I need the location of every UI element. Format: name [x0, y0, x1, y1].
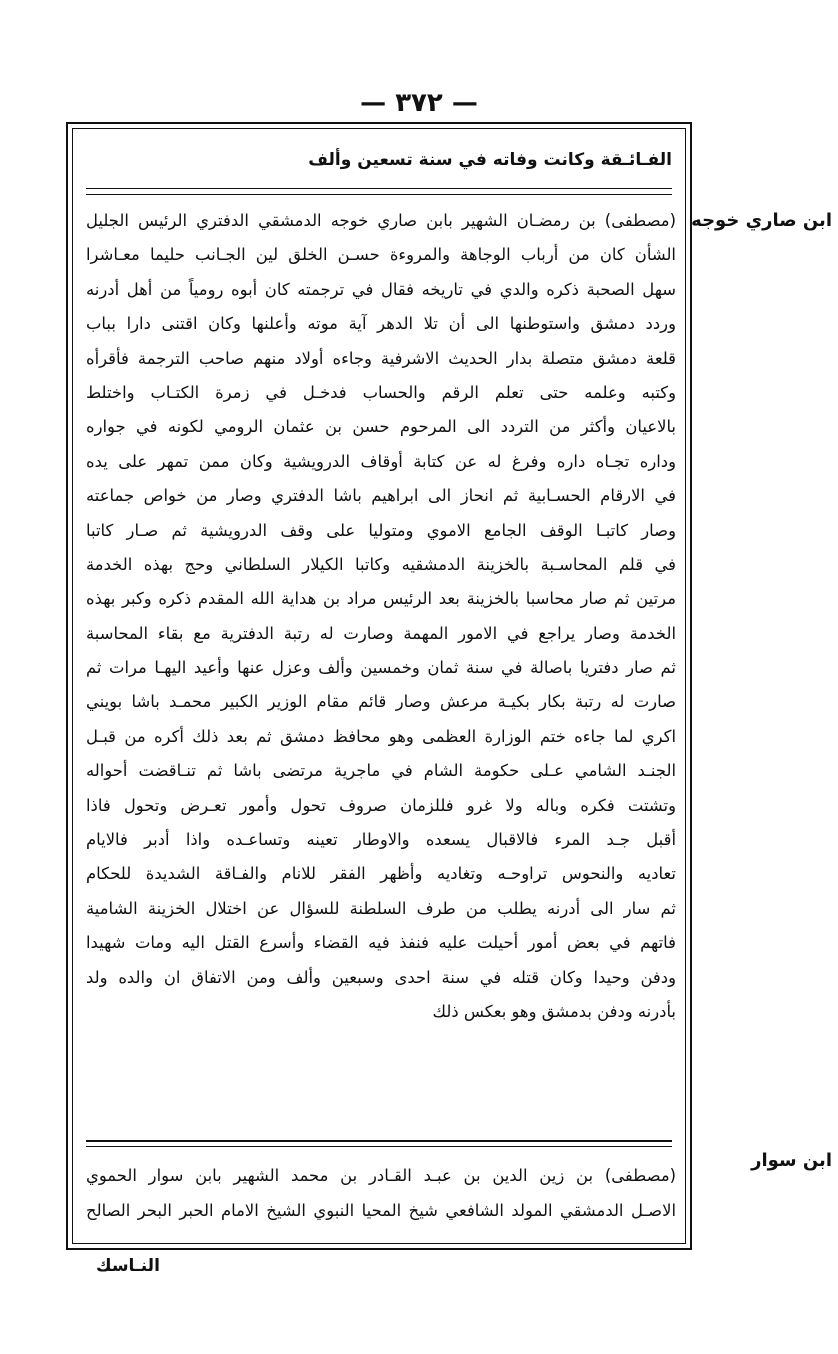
text-line: وردد دمشق واستوطنها الى أن تلا الدهر آية موته وأعلنها وكان اقتنى دارا بباب [86, 314, 676, 334]
text-line: صارت له رتبة بكار بكيـة مرعش وصار قائم مقام الوزير الكبير محمـد باشا بويني [86, 692, 676, 712]
divider-rule [86, 188, 672, 189]
text-line: في الارقام الحسـابية ثم انحاز الى ابراهيم باشا الدفتري وصار من خواص جماعته [86, 486, 676, 506]
text-line: أقبل جـد المرء فالاقبال يسعده والاوطار تعينه وتساعـده واذا أدبر فالايام [86, 830, 676, 850]
divider-rule [86, 1146, 672, 1147]
page-number: — ٣٧٢ — [360, 88, 478, 118]
text-line: وتشتت فكره وباله ولا غرو فللزمان صروف تحول وأمور تعـرض وتحول فاذا [86, 795, 676, 815]
text-line: بالاعيان وأكثر من التردد الى المرحوم حسن بن عثمان الرومي لكونه في جواره [86, 417, 676, 437]
text-line-last: بأدرنه ودفن بدمشق وهو بعكس ذلك [432, 1001, 676, 1021]
continuation-line: الفـائـقة وكانت وفاته في سنة تسعين وألف [308, 150, 672, 170]
divider-rule [86, 1140, 672, 1142]
text-line: سهل الصحبة ذكره والدي في تاريخه فقال في ترجمته كان أبوه رومياً من أهل أدرنه [86, 279, 676, 299]
margin-heading-ibn-siwar: ابن سوار [751, 1150, 832, 1171]
text-line: وصار كاتبـا الوقف الجامع الاموي ومتوليا على وقف الدرويشية ثم صـار كاتبا [86, 520, 676, 540]
text-line: (مصطفى) بن رمضـان الشهير بابن صاري خوجه الدمشقي الدفتري الرئيس الجليل [86, 211, 676, 230]
catchword: النـاسك [96, 1256, 160, 1276]
text-line: وكتبه وعلمه حتى تعلم الرقم والحساب فدخـل في زمرة الكتـاب واختلط [86, 382, 676, 402]
text-line: (مصطفى) بن زين الدين بن عبـد القـادر بن محمد الشهير بابن سوار الحموي [86, 1166, 676, 1185]
text-line: الخدمة وصار يراجع في الامور المهمة وصارت له رتبة الدفترية مع بقاء المحاسبة [86, 623, 676, 643]
margin-heading-ibn-sari-khoja: ابن صاري خوجه [691, 210, 832, 231]
text-line: مرتين ثم صار محاسبا بالخزينة بعد الرئيس مراد بن هداية الله المقدم ذكره وكبر بهذه [86, 589, 676, 609]
text-line: ودفن وحيدا وكان قتله في سنة احدى وسبعين وألف ومن الاتفاق ان والده ولد [86, 967, 676, 987]
text-line: اكري لما جاءه ختم الوزارة العظمى وهو محافظ دمشق ثم بعد ذلك أكره من قبـل [86, 726, 676, 746]
text-line: فاتهم في بعض أمور أحيلت عليه فنفذ فيه القضاء وأسرع القتل اليه ومات شهيدا [86, 933, 676, 953]
entry-ibn-sari-khoja [86, 204, 676, 1029]
text-line: الشأن كان من أرباب الوجاهة والمروءة حسـن الخلق لين الجـانب حليما معـاشرا [86, 245, 676, 265]
text-line: وداره تجـاه داره وفرغ له عن كتابة أوقاف الدرويشية وكان ممن تمهر على يده [86, 451, 676, 471]
text-line: ثم سار الى أدرنه يطلب من طرف السلطنة للسؤال عن اختلال الخزينة الشامية [86, 898, 676, 918]
text-line: قلعة دمشق متصلة بدار الحديث الاشرفية وجاءه أولاد منهم صاحب الترجمة فأقرأه [86, 348, 676, 368]
text-line: ثم صار دفتريا باصالة في سنة ثمان وخمسين وألف وعزل عنها وأعيد اليهـا مرات ثم [86, 658, 676, 678]
divider-rule [86, 194, 672, 195]
text-line: الاصـل الدمشقي المولد الشافعي شيخ المحيا النبوي الشيخ الامام الحبر البحر الصالح [86, 1201, 676, 1220]
entry-ibn-siwar [86, 1158, 676, 1228]
text-line: تعاديه والنحوس تراوحـه وتغاديه وأظهر الفقر للانام والفـاقة الشديدة للحكام [86, 864, 676, 884]
text-line: في قلم المحاسـبة بالخزينة الدمشقيه وكاتبا الكيلار السلطاني وحج بهذه الخدمة [86, 554, 676, 574]
text-line: الجنـد الشامي عـلى حكومة الشام في ماجرية مرتضى باشا ثم تنـاقضت أحواله [86, 761, 676, 781]
